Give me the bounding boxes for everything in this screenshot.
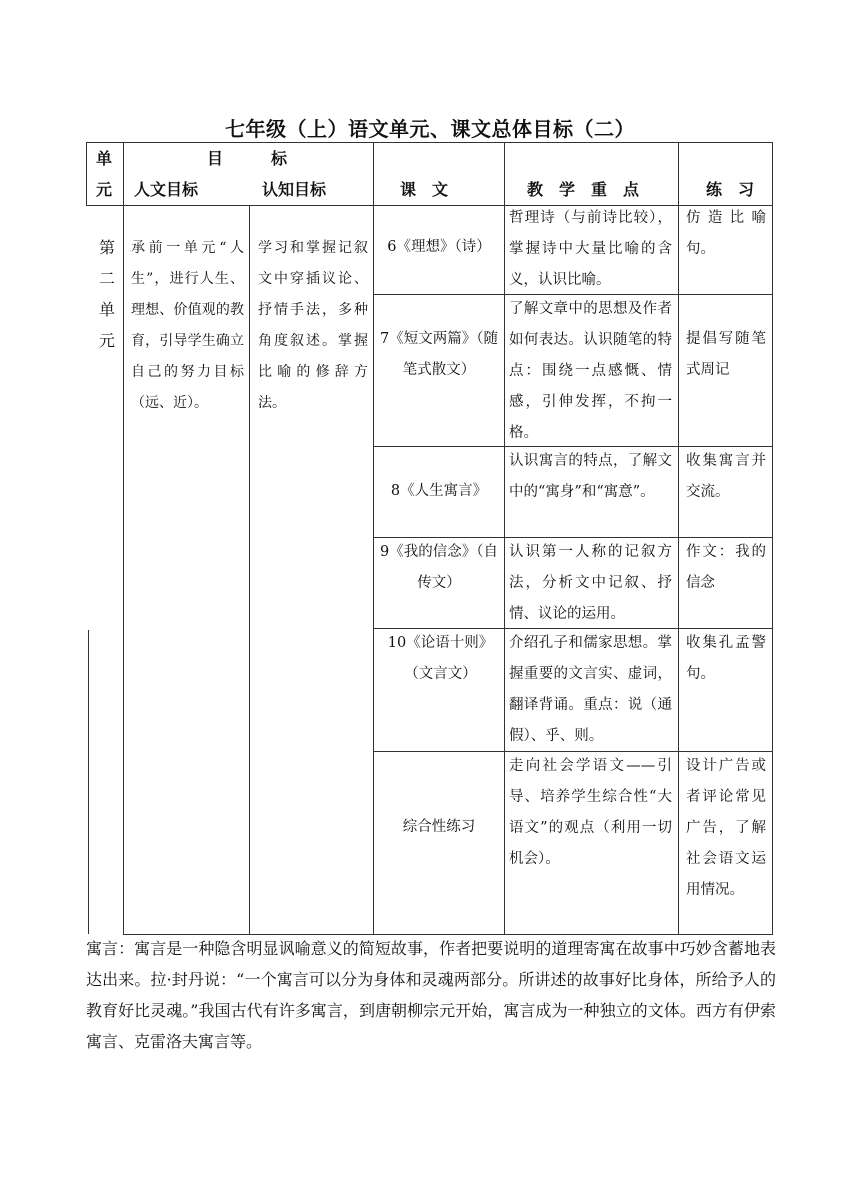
lesson-title: 6《理想》（诗）	[387, 239, 491, 255]
teaching-focus: 哲理诗（与前诗比较），掌握诗中大量比喻的含义，认识比喻。	[509, 210, 672, 288]
header-unit-bottom: 元	[96, 180, 113, 199]
table-border-right	[772, 142, 773, 934]
header-teaching-focus: 教 学 重 点	[527, 180, 640, 199]
column-divider	[504, 142, 505, 934]
teaching-focus: 介绍孔子和儒家思想。掌握重要的文言实、虚词，翻译背诵。重点：说（通假）、乎、则。	[509, 635, 672, 744]
lesson-title: 10《论语十则》（文言文）	[387, 635, 494, 682]
column-divider	[373, 142, 374, 934]
lesson-title: 7《短文两篇》（随笔式散文）	[380, 331, 498, 378]
practice: 作文：我的信念	[686, 544, 766, 591]
humanistic-goal-text: 承前一单元“人生”，进行人生、理想、价值观的教育，引导学生确立自己的努力目标（远、近）。	[131, 240, 244, 411]
header-goal: 目 标	[207, 149, 288, 168]
header-text: 课 文	[400, 180, 449, 199]
teaching-focus: 认识寓言的特点，了解文中的“寓身”和“寓意”。	[509, 453, 672, 500]
practice: 收集孔孟警句。	[686, 635, 766, 682]
unit-label: 第二单元	[98, 238, 115, 350]
header-humanistic-goal: 人文目标	[134, 180, 199, 199]
table-border-left	[86, 142, 87, 206]
column-divider	[249, 205, 250, 934]
header-cognitive-goal: 认知目标	[262, 180, 327, 199]
page-title: 七年级（上）语文单元、课文总体目标（二）	[225, 117, 635, 141]
teaching-focus: 走向社会学语文——引导、培养学生综合性“大语文”的观点（利用一切机会）。	[509, 758, 672, 867]
teaching-focus: 认识第一人称的记叙方法，分析文中记叙、抒情、议论的运用。	[509, 544, 672, 622]
practice: 仿造比喻句。	[686, 210, 766, 257]
table-border-left-lower	[88, 630, 89, 934]
teaching-focus: 了解文章中的思想及作者如何表达。认识随笔的特点：围绕一点感慨、情感，引伸发挥，不拘一格。	[509, 301, 672, 441]
fable-note: 寓言：寓言是一种隐含明显讽喻意义的简短故事，作者把要说明的道理寄寓在故事中巧妙含蓄地表达出来。拉·封丹说：“一个寓言可以分为身体和灵魂两部分。所讲述的故事好比身体，所给予人的教育好比灵魂。”我国古代有许多寓言，到唐朝柳宗元开始，寓言成为一种独立的文体。西方有伊索寓言、克雷洛夫寓言等。	[86, 939, 776, 1051]
lesson-title: 9《我的信念》（自传文）	[380, 544, 498, 591]
lesson-title: 综合性练习	[402, 819, 476, 835]
column-divider	[678, 142, 679, 934]
table-border-top	[86, 142, 773, 143]
practice: 收集寓言并交流。	[686, 453, 766, 500]
practice: 设计广告或者评论常见广告，了解社会语文运用情况。	[686, 758, 766, 898]
header-practice: 练 习	[706, 180, 755, 199]
cognitive-goal-text: 学习和掌握记叙文中穿插议论、抒情手法，多种角度叙述。掌握比喻的修辞方法。	[258, 240, 368, 411]
column-divider	[123, 142, 124, 934]
lesson-title: 8《人生寓言》	[390, 483, 488, 499]
practice: 提倡写随笔式周记	[686, 331, 766, 378]
header-unit-top: 单	[96, 149, 113, 168]
